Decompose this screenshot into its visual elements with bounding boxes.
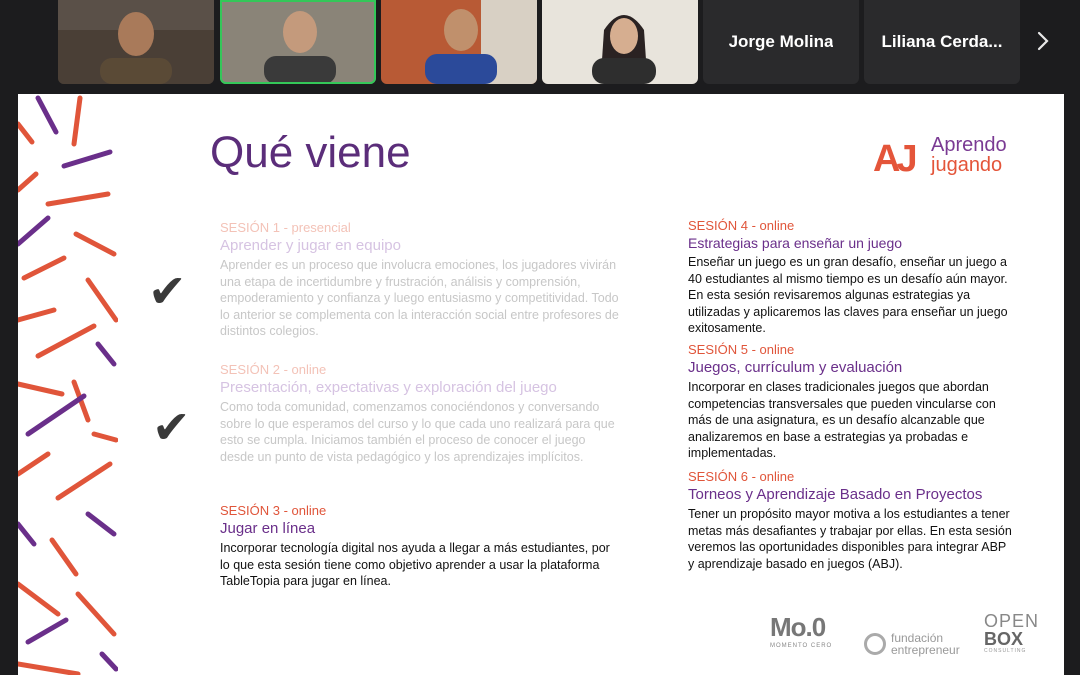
ring-icon	[864, 633, 886, 655]
fundacion-line-2: entrepreneur	[891, 643, 960, 657]
session-description: Incorporar tecnología digital nos ayuda a llegar a más estudiantes, por lo que esta sesión tiene como objetivo aprender a usar la plataforma TableTopia para jugar en línea.	[220, 541, 610, 588]
fundacion-entrepreneur-logo	[864, 622, 960, 666]
session-3	[220, 503, 620, 590]
session-description: Tener un propósito mayor motiva a los estudiantes a tener metas más desafiantes y trabajar por ellas. En esta sesión veremos las oportunidades disponibles para integrar ABP y aprendizaje basado en juegos (ABJ).	[688, 507, 1012, 571]
session-heading: SESIÓN 1 - presencial	[220, 220, 351, 235]
participant-avatar	[381, 0, 537, 84]
participant-avatar	[542, 0, 698, 84]
momento-cero-mark: Mo.0	[770, 612, 826, 642]
session-heading: SESIÓN 2 - online	[220, 362, 327, 377]
session-6	[688, 469, 1014, 572]
participant-strip	[0, 0, 1080, 88]
open-box-logo	[984, 612, 1039, 656]
session-2	[220, 362, 620, 465]
open-box-line-2: BOX	[984, 629, 1024, 649]
participant-name: Jorge Molina	[728, 32, 834, 51]
next-participants-button[interactable]	[1026, 24, 1060, 58]
open-box-line-1: OPEN	[984, 611, 1040, 631]
momento-cero-logo	[770, 612, 832, 656]
session-subtitle: Torneos y Aprendizaje Basado en Proyectos	[688, 486, 983, 503]
fundacion-line-1: fundación	[891, 631, 944, 645]
session-heading: SESIÓN 4 - online	[688, 218, 795, 233]
session-heading: SESIÓN 3 - online	[220, 503, 327, 518]
aprendo-jugando-logo	[873, 134, 1033, 182]
participant-avatar	[58, 0, 214, 84]
open-box-line-3: CONSULTING	[984, 648, 1027, 654]
participant-name: Liliana Cerda...	[881, 32, 1003, 51]
chevron-right-icon	[1036, 30, 1050, 52]
participant-avatar	[220, 0, 376, 84]
decorative-confetti	[18, 94, 118, 675]
session-description: Incorporar en clases tradicionales juegos que abordan competencias transversales que pueden vincularse con más de una asignatura, es un desafío alcanzable que analizaremos en base a estrategias ya probadas e implementadas.	[688, 380, 996, 460]
session-subtitle: Presentación, expectativas y exploración del juego	[220, 379, 557, 396]
participant-tile-liliana[interactable]	[864, 0, 1020, 84]
brand-line-1: Aprendo	[931, 134, 1007, 156]
slide-title: Qué viene	[210, 128, 411, 177]
session-heading: SESIÓN 5 - online	[688, 342, 795, 357]
checkmark-icon: ✔	[148, 265, 187, 317]
session-heading: SESIÓN 6 - online	[688, 469, 795, 484]
participant-video-2[interactable]	[220, 0, 376, 84]
session-1	[220, 220, 620, 340]
brand-line-2: jugando	[931, 154, 1003, 176]
session-description: Aprender es un proceso que involucra emociones, los jugadores vivirán una etapa de incertidumbre y frustración, análisis y comprensión, empoderamiento y confianza y luego entusiasmo y competitividad. Todo lo anterior se complementa con la interacción social entre profesores de distintos colegios.	[220, 258, 619, 338]
session-5	[688, 342, 1014, 462]
session-subtitle: Juegos, currículum y evaluación	[688, 359, 903, 376]
session-description: Enseñar un juego es un gran desafío, enseñar un juego a 40 estudiantes al mismo tiempo es un desafío aún mayor. En esta sesión revisaremos algunas estrategias ya utilizadas y aplicaremos las claves para enseñar un juego exitosamente.	[688, 255, 1008, 335]
shared-slide	[18, 94, 1064, 675]
session-subtitle: Aprender y jugar en equipo	[220, 237, 401, 254]
session-description: Como toda comunidad, comenzamos conociéndonos y conversando sobre lo que esperamos del curso y lo que cada uno realizará para que esto se cumpla. Iniciamos también el proceso de conocer el juego desde un punto de vista pedagógico y los aprendizajes implícitos.	[220, 400, 615, 464]
session-subtitle: Jugar en línea	[220, 520, 316, 537]
participant-video-3[interactable]	[381, 0, 537, 84]
brand-mark: AJ	[873, 138, 914, 180]
participant-video-1[interactable]	[58, 0, 214, 84]
session-subtitle: Estrategias para enseñar un juego	[688, 235, 903, 251]
momento-cero-text: MOMENTO CERO	[770, 643, 833, 649]
participant-tile-jorge[interactable]	[703, 0, 859, 84]
session-4	[688, 218, 1014, 337]
checkmark-icon: ✔	[152, 401, 191, 453]
participant-video-4[interactable]	[542, 0, 698, 84]
